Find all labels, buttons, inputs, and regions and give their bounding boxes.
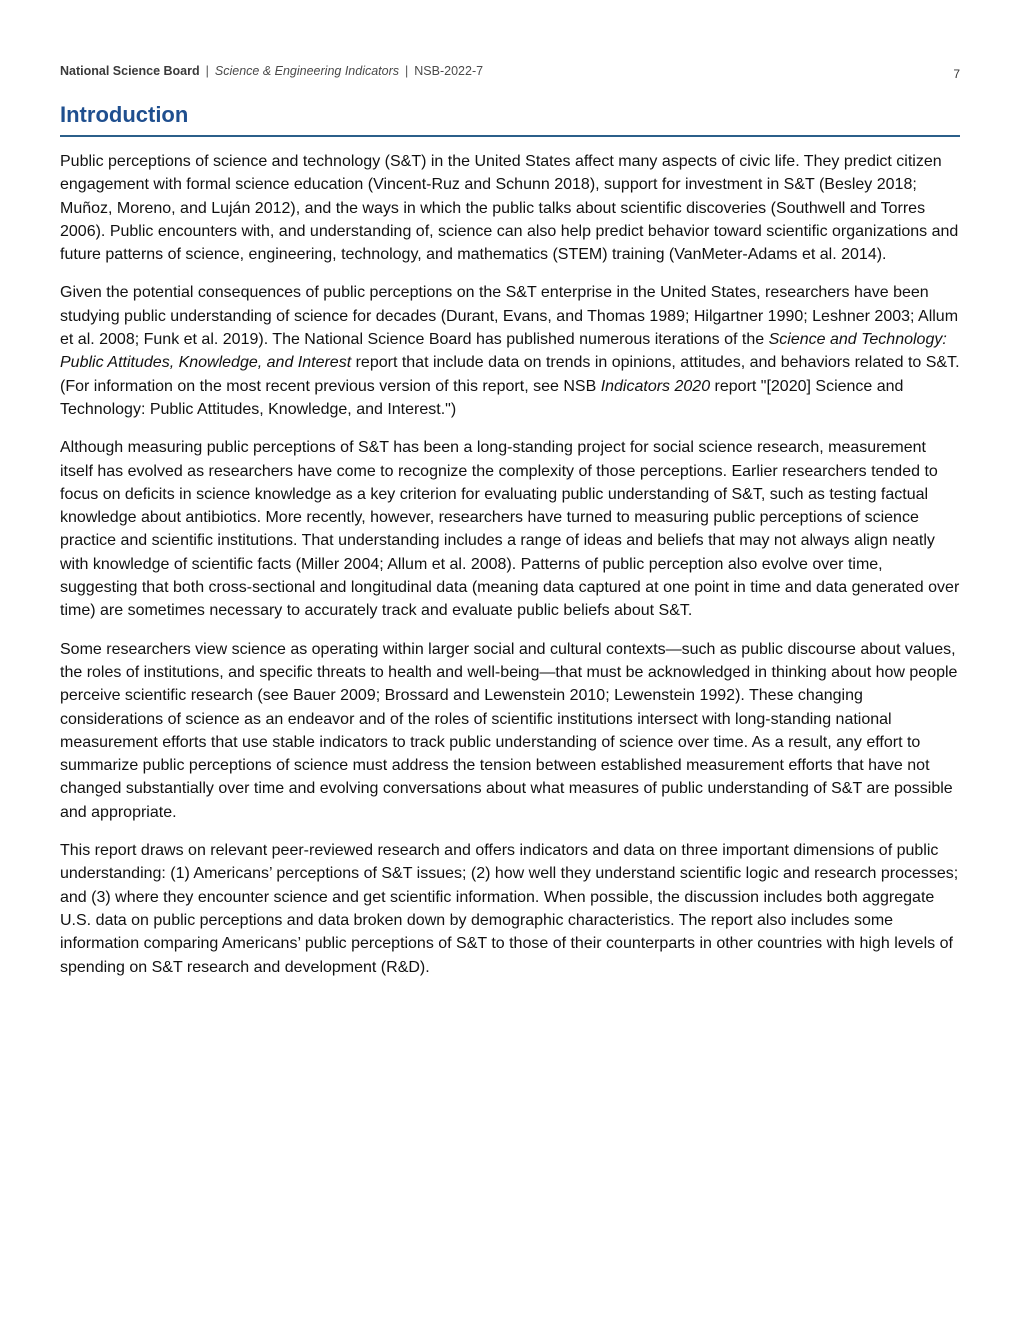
paragraph-4: Some researchers view science as operating within larger social and cultural contexts—such as public discourse about values, the roles of institutions, and specific threats to health and well-being—that must be acknowledged in thinking about how people perceive scientific research (see Bauer 2009; Brossard and Lewenstein 2010; Lewenstein 1992). These changing considerations of science as an endeavor and of the roles of scientific institutions intersect with long-standing national measurement efforts that use stable indicators to track public understanding of science over time. As a result, any effort to summarize public perceptions of science must address the tension between established measurement efforts that have not changed substantially over time and evolving conversations about what measures of public understanding of S&T are possible and appropriate. <box>60 640 958 821</box>
header-organization: National Science Board <box>60 64 200 78</box>
header-document-id: NSB-2022-7 <box>414 64 484 78</box>
header-publication: Science & Engineering Indicators <box>214 64 400 78</box>
running-header <box>60 64 960 84</box>
section-title: Introduction <box>60 101 960 137</box>
paragraph-2 <box>60 281 960 421</box>
page-number: 7 <box>953 67 960 81</box>
paragraph-2-text: report that include data on trends in opinions, attitudes, and behaviors related to S&T. (For information on the most recent previous version of this report, see NSB <box>60 354 960 395</box>
header-separator: | <box>205 64 209 78</box>
paragraph-3: Although measuring public perceptions of S&T has been a long-standing project for social science research, measurement itself has evolved as researchers have come to recognize the complexity of those perceptions. Earlier researchers tended to focus on deficits in science knowledge as a key criterion for evaluating public understanding of S&T, such as testing factual knowledge about antibiotics. More recently, however, researchers have turned to measuring public perceptions of science practice and scientific institutions. That understanding includes a range of ideas and beliefs that may not always align neatly with knowledge of scientific facts (Miller 2004; Allum et al. 2008). Patterns of public perception also evolve over time, suggesting that both cross-sectional and longitudinal data (meaning data captured at one point in time and data generated over time) are sometimes necessary to accurately track and evaluate public beliefs about S&T. <box>60 439 960 620</box>
paragraph-2-text: Given the potential consequences of public perceptions on the S&T enterprise in the United States, researchers have been studying public understanding of science for decades (Durant, Evans, and Thomas 1989; Hilgartner 1990; Leshner 2003; Allum et al. 2008; Funk et al. 2019). The National Science Board has published numerous iterations of the <box>60 284 959 349</box>
body-text <box>60 150 960 994</box>
indicators-citation: Indicators 2020 <box>600 377 711 395</box>
paragraph-2-text: report "[2020] Science and Technology: Public Attitudes, Knowledge, and Interest.") <box>60 377 904 418</box>
report-title-citation: Science and Technology: Public Attitudes, Knowledge, and Interest <box>60 331 947 372</box>
paragraph-1: Public perceptions of science and technology (S&T) in the United States affect many aspects of civic life. They predict citizen engagement with formal science education (Vincent-Ruz and Schunn 2018), support for investment in S&T (Besley 2018; Muñoz, Moreno, and Luján 2012), and the ways in which the public talks about scientific discoveries (Southwell and Torres 2006). Public encounters with, and understanding of, science can also help predict behavior toward scientific organizations and future patterns of science, engineering, technology, and mathematics (STEM) training (VanMeter-Adams et al. 2014). <box>60 153 959 264</box>
paragraph-5: This report draws on relevant peer-reviewed research and offers indicators and data on three important dimensions of public understanding: (1) Americans’ perceptions of S&T issues; (2) how well they understand scientific logic and research processes; and (3) where they encounter science and get scientific information. When possible, the discussion includes both aggregate U.S. data on public perceptions and data broken down by demographic characteristics. The report also includes some information comparing Americans’ public perceptions of S&T to those of their counterparts in other countries with high levels of spending on S&T research and development (R&D). <box>60 842 959 976</box>
header-separator: | <box>405 64 409 78</box>
